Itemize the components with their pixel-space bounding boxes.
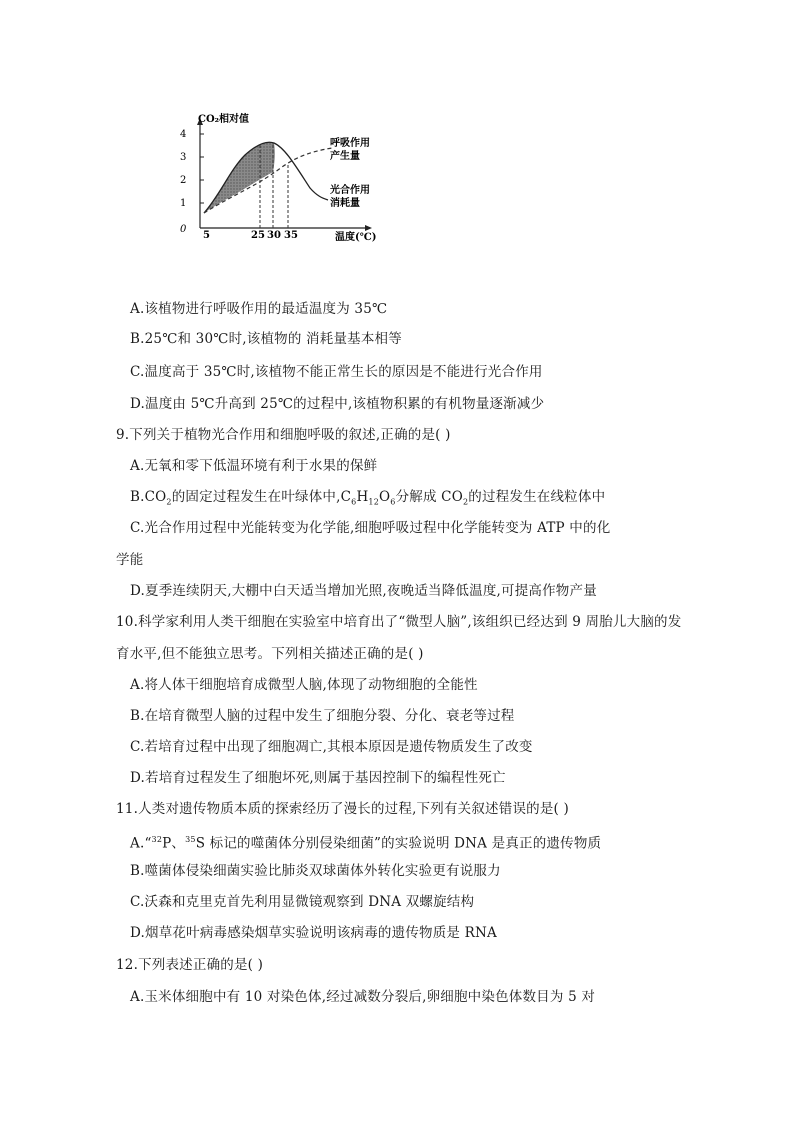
q10-option-c: C.若培育过程中出现了细胞凋亡,其根本原因是遗传物质发生了改变 bbox=[130, 739, 533, 755]
y-tick-1: 1 bbox=[180, 198, 187, 209]
co2-temperature-figure bbox=[170, 110, 400, 250]
q12-option-a: A.玉米体细胞中有 10 对染色体,经过减数分裂后,卵细胞中染色体数目为 5 对 bbox=[130, 989, 596, 1005]
q10-option-a: A.将人体干细胞培育成微型人脑,体现了动物细胞的全能性 bbox=[130, 677, 478, 693]
q8-option-d: D.温度由 5℃升高到 25℃的过程中,该植物积累的有机物量逐渐减少 bbox=[130, 396, 545, 412]
q11-option-d: D.烟草花叶病毒感染烟草实验说明该病毒的遗传物质是 RNA bbox=[130, 925, 497, 941]
x-axis-arrow bbox=[365, 225, 372, 231]
q10-option-d: D.若培育过程发生了细胞坏死,则属于基因控制下的编程性死亡 bbox=[130, 770, 506, 786]
y-tick-2: 2 bbox=[180, 175, 187, 186]
q9-option-c-continued: 学能 bbox=[116, 552, 144, 568]
q9-option-d: D.夏季连续阴天,大棚中白天适当增加光照,夜晚适当降低温度,可提高作物产量 bbox=[130, 583, 597, 599]
q8-option-b: B.25℃和 30℃时,该植物的 消耗量基本相等 bbox=[130, 331, 402, 347]
x-tick-5: 5 bbox=[203, 230, 210, 241]
q12-stem: 12.下列表述正确的是( ) bbox=[116, 957, 264, 973]
x-tick-30: 30 bbox=[267, 230, 281, 241]
y-axis-label: CO₂相对值 bbox=[198, 114, 250, 125]
q9-option-b: $B.CO_2$的固定过程发生在叶绿体中$,C_6H_{12}O_6$分解成 $CO_2$的过程发生在线粒体中 bbox=[130, 489, 606, 507]
q9-stem: 9.下列关于植物光合作用和细胞呼吸的叙述,正确的是( ) bbox=[116, 427, 451, 443]
respiration-label-1: 呼吸作用 bbox=[330, 138, 370, 149]
q11-option-b: B.噬菌体侵染细菌实验比肺炎双球菌体外转化实验更有说服力 bbox=[130, 863, 501, 879]
photosynthesis-label-2: 消耗量 bbox=[330, 198, 360, 209]
q11-option-a: A.“$^{32}$P、$^{35}$S 标记的噬菌体分别侵染细菌”的实验说明 DNA 是真正的遗传物质 bbox=[130, 835, 602, 852]
q8-option-a: A.该植物进行呼吸作用的最适温度为 35℃ bbox=[130, 301, 388, 317]
x-tick-25: 25 bbox=[251, 230, 265, 241]
q11-option-c: C.沃森和克里克首先利用显微镜观察到 DNA 双螺旋结构 bbox=[130, 894, 475, 910]
q11-stem: 11.人类对遗传物质本质的探索经历了漫长的过程,下列有关叙述错误的是( ) bbox=[116, 801, 569, 817]
x-axis-label: 温度(℃) bbox=[335, 232, 377, 243]
respiration-label-2: 产生量 bbox=[330, 151, 360, 162]
q9-option-c: C.光合作用过程中光能转变为化学能,细胞呼吸过程中化学能转变为 ATP 中的化 bbox=[130, 520, 611, 536]
y-tick-3: 3 bbox=[180, 152, 187, 163]
y-tick-4: 4 bbox=[180, 129, 187, 140]
q10-stem-line1: 10.科学家利用人类干细胞在实验室中培育出了“微型人脑”,该组织已经达到 9 周胎儿大脑的发 bbox=[116, 614, 682, 630]
origin-label: 0 bbox=[180, 224, 187, 235]
x-tick-35: 35 bbox=[284, 230, 298, 241]
shaded-region bbox=[204, 143, 275, 213]
q10-stem-line2: 育水平,但不能独立思考。下列相关描述正确的是( ) bbox=[116, 646, 424, 662]
q8-option-c: C.温度高于 35℃时,该植物不能正常生长的原因是不能进行光合作用 bbox=[130, 364, 543, 380]
q9-option-a: A.无氧和零下低温环境有利于水果的保鲜 bbox=[130, 458, 378, 474]
photosynthesis-label-1: 光合作用 bbox=[330, 185, 370, 196]
q10-option-b: B.在培育微型人脑的过程中发生了细胞分裂、分化、衰老等过程 bbox=[130, 708, 515, 724]
